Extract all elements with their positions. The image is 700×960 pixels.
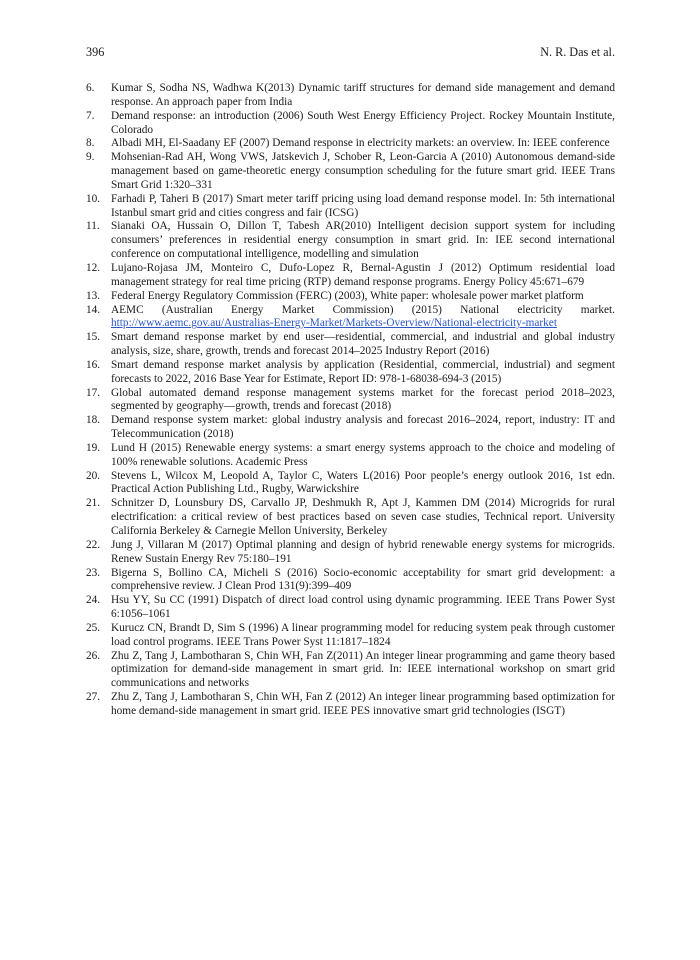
reference-item [86, 137, 615, 151]
reference-number: 12. [86, 261, 101, 274]
reference-number: 7. [86, 109, 95, 122]
reference-item [86, 151, 615, 193]
reference-text: Mohsenian-Rad AH, Wong VWS, Jatskevich J, Schober R, Leon-Garcia A (2010) Autonomous demand-side management based on game-theoretic energy consumption scheduling for the future smart grid. IEEE Trans Smart Grid 1:320–331 [111, 151, 615, 191]
reference-item [86, 691, 615, 719]
reference-number: 20. [86, 469, 101, 482]
page-header [86, 44, 615, 60]
reference-number: 8. [86, 137, 95, 150]
reference-item [86, 262, 615, 290]
reference-text: Bigerna S, Bollino CA, Micheli S (2016) Socio-economic acceptability for smart grid development: a comprehensive review. J Clean Prod 131(9):399–409 [111, 566, 615, 593]
reference-item [86, 594, 615, 622]
reference-text: Kurucz CN, Brandt D, Sim S (1996) A linear programming model for reducing system peak through customer load control programs. IEEE Trans Power Syst 11:1817–1824 [111, 621, 615, 648]
reference-item [86, 331, 615, 359]
reference-number: 23. [86, 566, 101, 579]
reference-text: Kumar S, Sodha NS, Wadhwa K(2013) Dynamic tariff structures for demand side management and demand response. An approach paper from India [111, 82, 615, 108]
reference-number: 22. [86, 538, 101, 551]
reference-item [86, 470, 615, 498]
reference-text: Sianaki OA, Hussain O, Dillon T, Tabesh AR(2010) Intelligent decision support system for including consumers’ preferences in residential energy consumption in smart grid. In: IEE second international conference on computational intelligence, modelling and simulation [111, 220, 615, 261]
reference-text: Global automated demand response management systems market for the forecast period 2018–2023, segmented by geography—growth, trends and forecast (2018) [111, 386, 615, 413]
reference-number: 27. [86, 691, 101, 704]
reference-item [86, 414, 615, 442]
reference-number: 10. [86, 192, 101, 205]
reference-text: Stevens L, Wilcox M, Leopold A, Taylor C, Waters L(2016) Poor people’s energy outlook 2016, 1st edn. Practical Action Publishing Ltd., Rugby, Warwickshire [111, 469, 615, 496]
reference-number: 14. [86, 303, 101, 316]
reference-link[interactable]: http://www.aemc.gov.au/Australias-Energy-Market/Markets-Overview/National-electricity-market [111, 317, 557, 330]
reference-number: 18. [86, 414, 101, 427]
reference-item [86, 567, 615, 595]
reference-item [86, 387, 615, 415]
reference-item [86, 497, 615, 539]
reference-number: 13. [86, 289, 101, 302]
reference-item [86, 539, 615, 567]
reference-item [86, 622, 615, 650]
reference-number: 11. [86, 220, 100, 233]
running-head: N. R. Das et al. [540, 45, 615, 59]
reference-text: AEMC (Australian Energy Market Commission) (2015) National electricity market. [111, 303, 615, 316]
reference-number: 6. [86, 82, 95, 94]
reference-list [86, 82, 615, 719]
reference-number: 15. [86, 331, 101, 344]
page-number: 396 [86, 45, 105, 59]
reference-text: Zhu Z, Tang J, Lambotharan S, Chin WH, Fan Z(2011) An integer linear programming and game theory based optimization for demand-side management in smart grid. In: IEEE international workshop on smart grid communications and networks [111, 649, 615, 690]
reference-item [86, 220, 615, 262]
reference-text: Hsu YY, Su CC (1991) Dispatch of direct load control using dynamic programming. IEEE Trans Power Syst 6:1056–1061 [111, 594, 615, 621]
reference-number: 16. [86, 358, 101, 371]
reference-item [86, 442, 615, 470]
reference-item [86, 110, 615, 138]
reference-text: Smart demand response market analysis by application (Residential, commercial, industrial) and segment forecasts to 2022, 2016 Base Year for Estimate, Report ID: 978-1-68038-694-3 (2015) [111, 358, 615, 385]
reference-number: 17. [86, 386, 101, 399]
reference-item [86, 359, 615, 387]
reference-item [86, 304, 615, 332]
reference-number: 25. [86, 621, 101, 634]
reference-item [86, 650, 615, 692]
reference-item [86, 193, 615, 221]
reference-text: Jung J, Villaran M (2017) Optimal planning and design of hybrid renewable energy systems for microgrids. Renew Sustain Energy Rev 75:180–191 [111, 538, 615, 565]
reference-text: Federal Energy Regulatory Commission (FERC) (2003), White paper: wholesale power market platform [111, 289, 584, 302]
reference-text: Schnitzer D, Lounsbury DS, Carvallo JP, Deshmukh R, Apt J, Kammen DM (2014) Microgrids for rural electrification: a critical review of best practices based on seven case studies, Technical report. University California Berkeley & Carnegie Mellon University, Berkeley [111, 497, 615, 537]
reference-text: Farhadi P, Taheri B (2017) Smart meter tariff pricing using load demand response model. In: 5th international Istanbul smart grid and cities congress and fair (ICSG) [111, 192, 615, 219]
reference-text: Smart demand response market by end user—residential, commercial, and industrial and global industry analysis, size, share, growth, trends and forecast 2014–2025 Industry Report (2016) [111, 331, 615, 358]
reference-text: Lund H (2015) Renewable energy systems: a smart energy systems approach to the choice and modeling of 100% renewable solutions. Academic Press [111, 441, 615, 468]
reference-text: Demand response: an introduction (2006) South West Energy Efficiency Project. Rockey Mountain Institute, Colorado [111, 109, 615, 136]
reference-item [86, 82, 615, 110]
reference-number: 9. [86, 151, 95, 164]
reference-number: 24. [86, 594, 101, 607]
reference-number: 26. [86, 649, 101, 662]
reference-number: 19. [86, 441, 101, 454]
reference-text: Lujano-Rojasa JM, Monteiro C, Dufo-Lopez R, Bernal-Agustin J (2012) Optimum residential load management strategy for real time pricing (RTP) demand response programs. Energy Policy 45:671–679 [111, 261, 615, 288]
reference-item [86, 290, 615, 304]
reference-text: Demand response system market: global industry analysis and forecast 2016–2024, report, industry: IT and Telecommunication (2018) [111, 414, 615, 441]
reference-text: Albadi MH, El-Saadany EF (2007) Demand response in electricity markets: an overview. In: IEEE conference [111, 137, 610, 150]
reference-number: 21. [86, 497, 101, 510]
reference-text: Zhu Z, Tang J, Lambotharan S, Chin WH, Fan Z (2012) An integer linear programming based optimization for home demand-side management in smart grid. IEEE PES innovative smart grid technologies (ISGT) [111, 691, 615, 717]
